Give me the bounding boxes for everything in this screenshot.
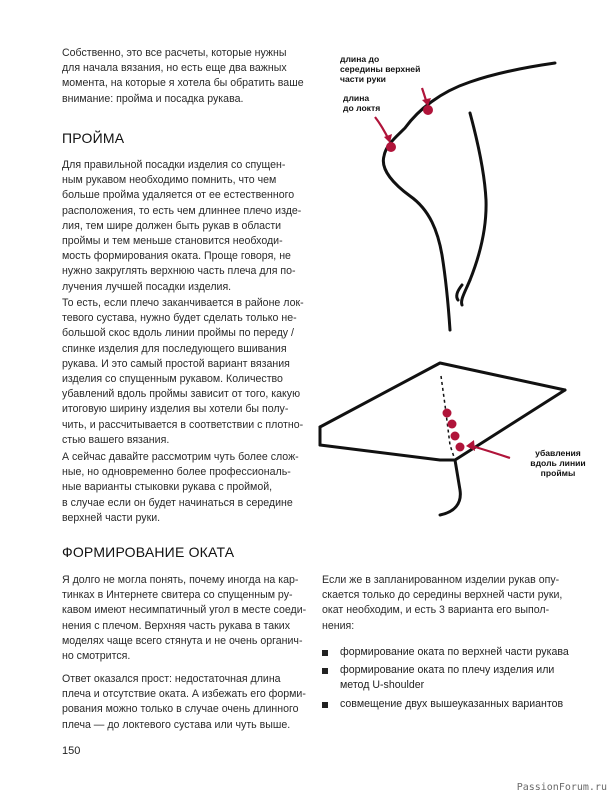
intro-paragraph: Собственно, это все расчеты, которые нужны для начала вязания, но есть еще два важных момента, на которые я хотела бы обратить ваше внимание: пройма и посадка рукава. [62, 47, 304, 105]
figure2-shoulder-outline [320, 363, 565, 427]
square-bullet-icon [322, 650, 328, 656]
figure2-body-line [320, 445, 455, 460]
square-bullet-icon [322, 668, 328, 674]
armhole-paragraph-2: То есть, если плечо заканчивается в районе лок- тевого сустава, нужно будет сделать только не- большой скос вдоль линии проймы по переду / спинке изделия для последующего вшивания рукава. И это самый простой вариант вязания изделия со спущенным рукавом. Количество убавлений вдоль проймы зависит от того, какую итоговую ширину изделия вы хотели бы полу- чить, и рассчитывается в соответствии с плотно- стью вашего вязания. [62, 297, 304, 446]
list-item-text: формирование оката по верхней части рукава [340, 646, 569, 658]
figure1-label-elbow: длина до локтя [343, 93, 381, 113]
sleeve-cap-right-paragraph: Если же в запланированном изделии рукав опу- скается только до середины верхней части руки, окат необходим, и есть 3 варианта его выпол- нения: [322, 574, 563, 632]
figure2-label: убавления вдоль линии проймы [530, 448, 586, 478]
page-number: 150 [62, 745, 81, 757]
armhole-paragraph-1: Для правильной посадки изделия со спущен- ным рукавом необходимо помнить, что чем больше пройма удаляется от ее естественного расположения, то есть чем длиннее плечо изде- лия, тем шире должен быть рукав в области проймы и тем меньше становится необходи- мость формирования оката. Проще говоря, не нужно закруглять верхнюю часть плеча для по- лучения лучшей посадки изделия. [62, 159, 302, 293]
section-heading-sleeve-cap: ФОРМИРОВАНИЕ ОКАТА [62, 544, 235, 560]
armhole-paragraph-3: А сейчас давайте рассмотрим чуть более слож- ные, но одновременно более профессиональ- ные варианты стыковки рукава с проймой, в случае если он будет начинаться в середине верхней части руки. [62, 451, 299, 524]
figure2-arrow [472, 446, 510, 458]
figure2-armhole-dashed-line [441, 376, 455, 460]
figure2-dot-1 [443, 409, 452, 418]
list-item [322, 663, 592, 693]
section-heading-armhole: ПРОЙМА [62, 130, 125, 146]
sleeve-cap-left-paragraph-2: Ответ оказался прост: недостаточная длина плеча и отсутствие оката. А избежать его форми- рования можно только в случае очень длинного плеча — до локтевого сустава или чуть выше. [62, 673, 306, 731]
sleeve-cap-left-paragraph-1: Я долго не могла понять, почему иногда на кар- тинках в Интернете свитера со спущенным ру- кавом имеют несимпатичный угол в месте соеди- нения с плечом. Верхняя часть рукава в таких моделях чаще всего стянута и не очень органич- но смотрится. [62, 574, 307, 663]
list-item-text: совмещение двух вышеуказанных вариантов [340, 697, 564, 710]
sleeve-cap-options-list [322, 645, 592, 715]
square-bullet-icon [322, 702, 328, 708]
list-item-text: формирование оката по плечу изделия или метод U-shoulder [340, 664, 555, 692]
figure2-dot-3 [451, 432, 460, 441]
list-item [322, 645, 592, 660]
watermark-text: PassionForum.ru [516, 782, 607, 793]
figure1-label-upper: длина до середины верхней части руки [340, 54, 421, 84]
list-item [322, 697, 592, 712]
figure2-dot-2 [448, 420, 457, 429]
figure2-dot-4 [456, 443, 465, 452]
